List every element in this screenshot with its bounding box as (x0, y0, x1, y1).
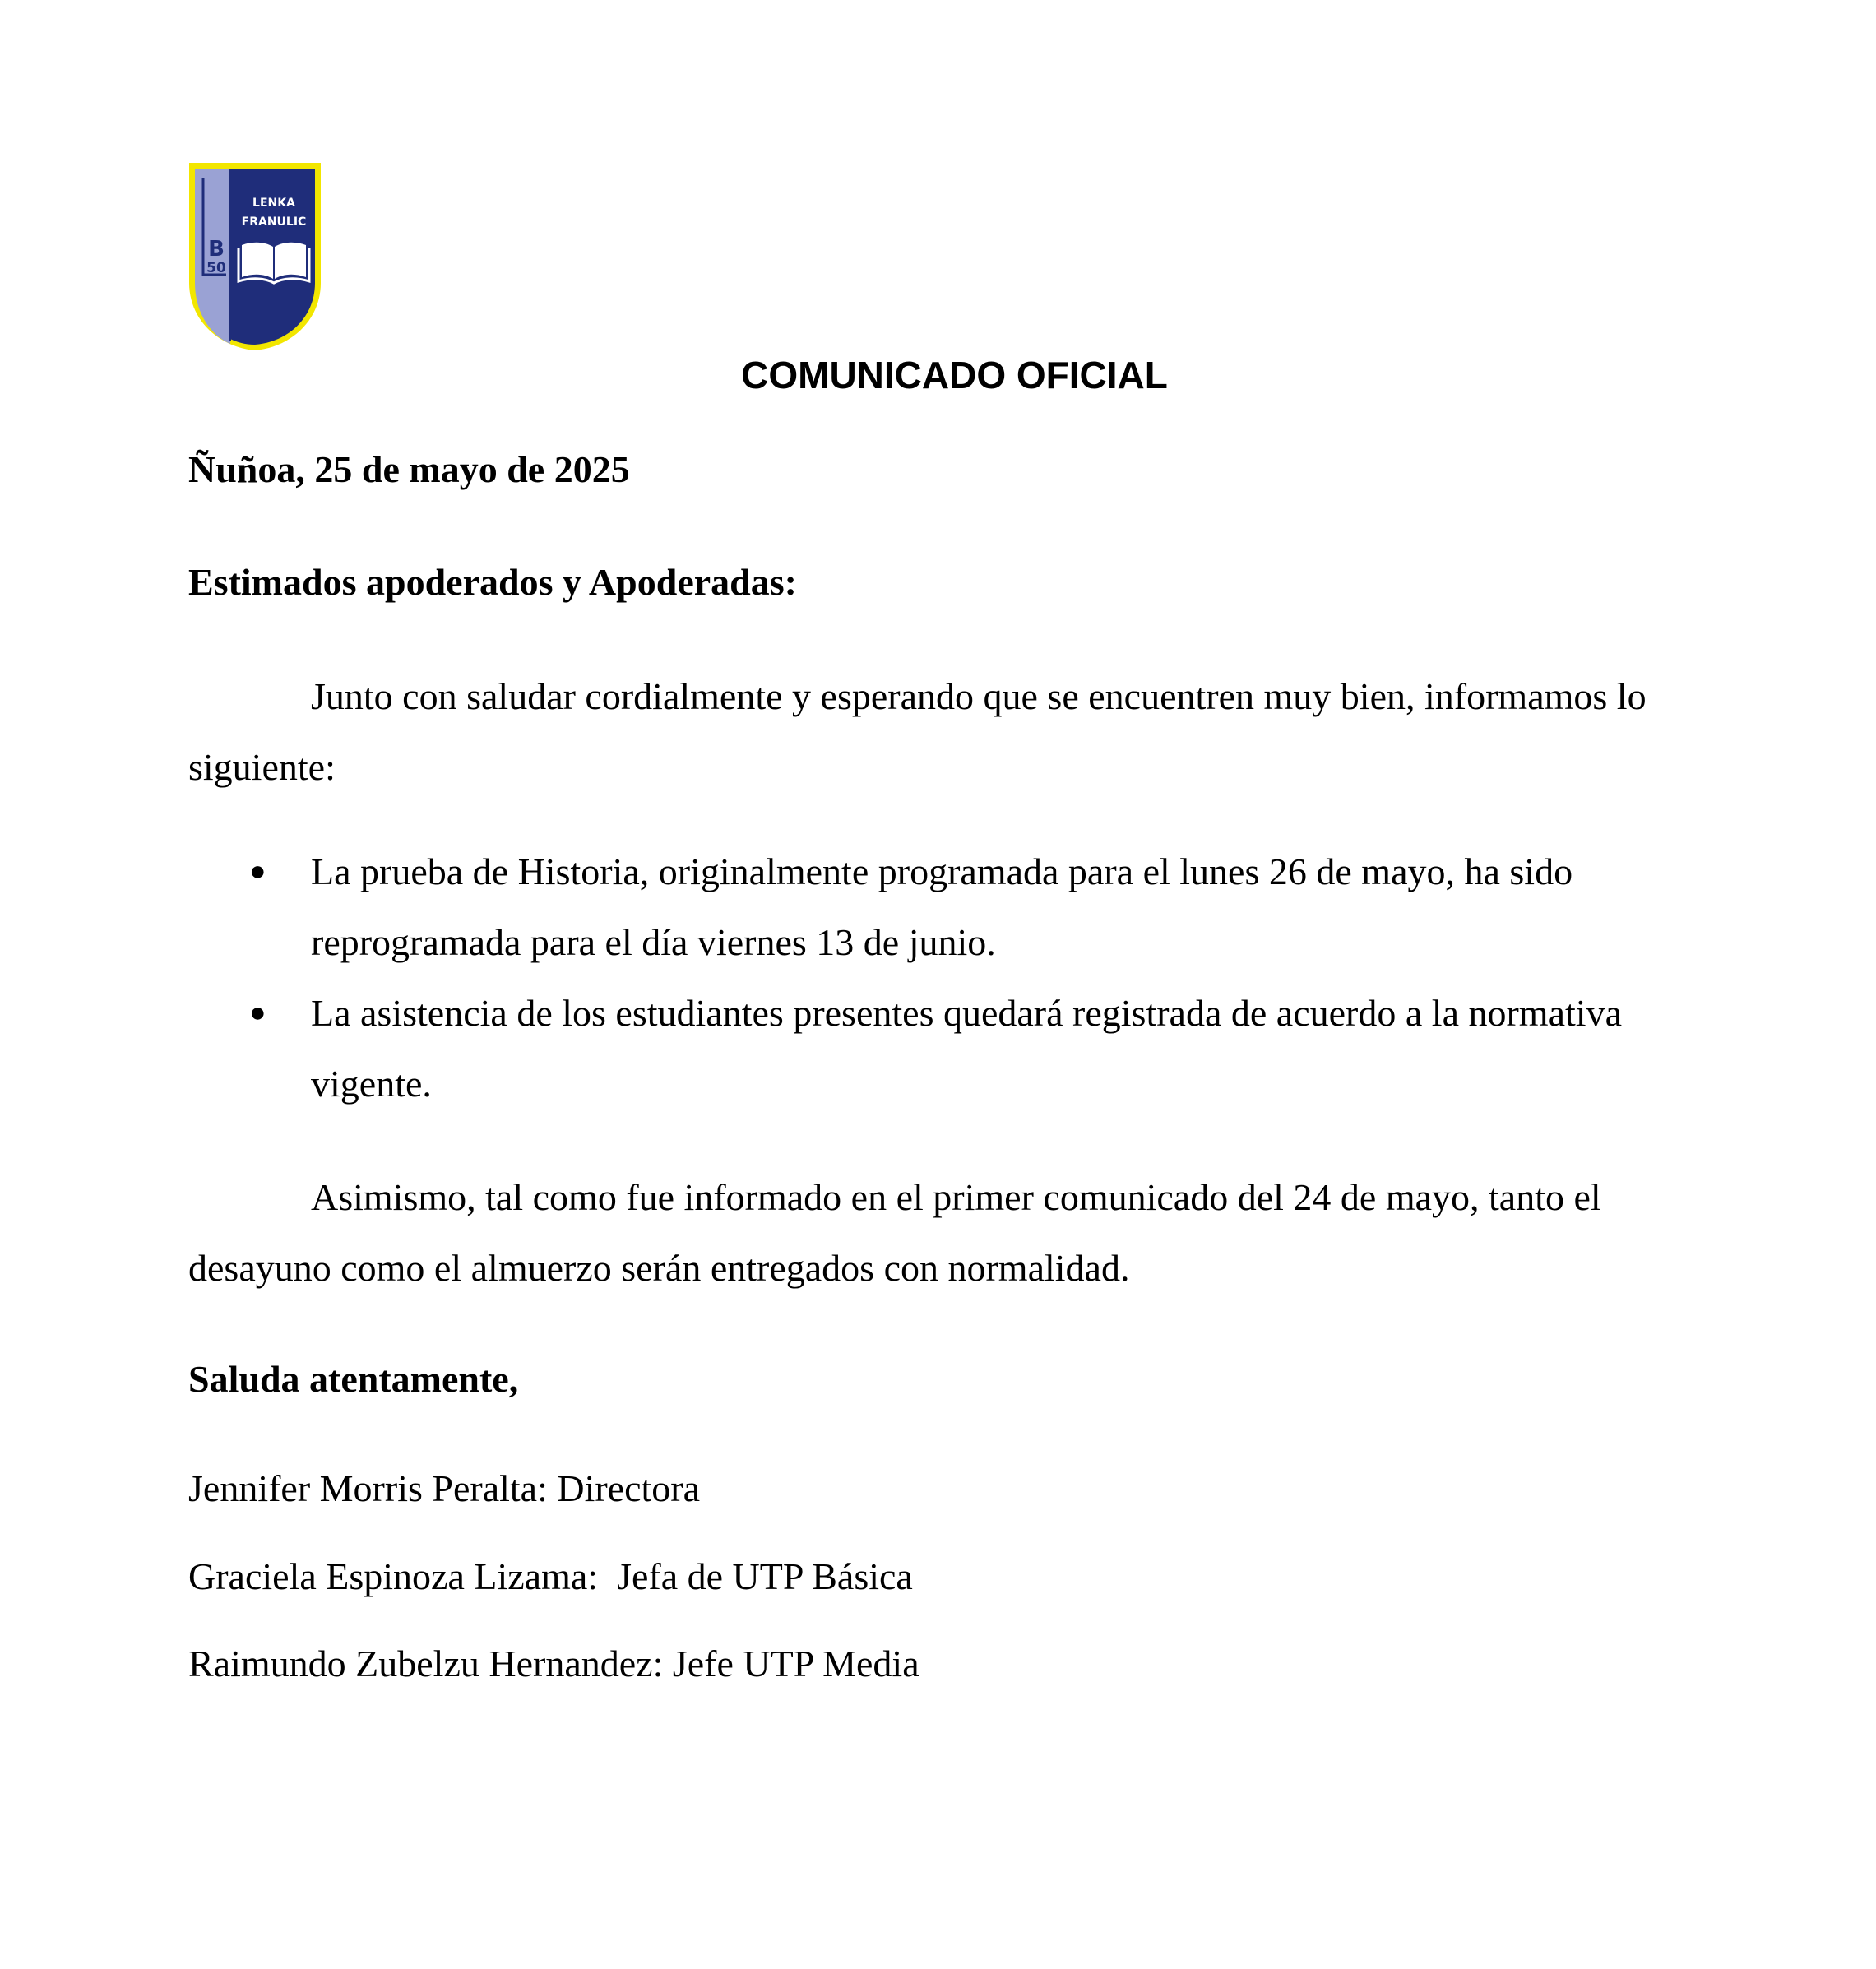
list-item-text: La asistencia de los estudiantes presentes quedará registrada de acuerdo a la normativa vigente. (311, 992, 1622, 1105)
signatory-director: Jennifer Morris Peralta: Directora (188, 1467, 701, 1509)
list-item-text: La prueba de Historia, originalmente programada para el lunes 26 de mayo, ha sido reprogramada para el día viernes 13 de junio. (311, 850, 1573, 963)
document-title: COMUNICADO OFICIAL (741, 354, 1168, 396)
signatory-utp-basica: Graciela Espinoza Lizama: Jefa de UTP Básica (188, 1555, 913, 1597)
bullet-icon: ● (249, 998, 266, 1028)
list-item (188, 836, 1726, 978)
greeting: Estimados apoderados y Apoderadas: (188, 561, 797, 603)
list-item (188, 978, 1726, 1119)
crest-code-letter: B (208, 237, 225, 262)
meals-paragraph: Asimismo, tal como fue informado en el primer comunicado del 24 de mayo, tanto el desayuno como el almuerzo serán entregados con normalidad. (188, 1176, 1601, 1289)
crest-code-number: 50 (206, 260, 226, 276)
closing-line: Saluda atentamente, (188, 1358, 519, 1400)
crest-name-line2: FRANULIC (241, 215, 307, 229)
school-crest-logo (186, 160, 324, 354)
intro-paragraph: Junto con saludar cordialmente y esperando que se encuentren muy bien, informamos lo siguiente: (188, 675, 1647, 788)
crest-name-line1: LENKA (252, 197, 295, 210)
announcement-list (188, 836, 1726, 1119)
signatory-utp-media: Raimundo Zubelzu Hernandez: Jefe UTP Media (188, 1642, 919, 1684)
date-line: Ñuñoa, 25 de mayo de 2025 (188, 448, 630, 490)
bullet-icon: ● (249, 856, 266, 887)
